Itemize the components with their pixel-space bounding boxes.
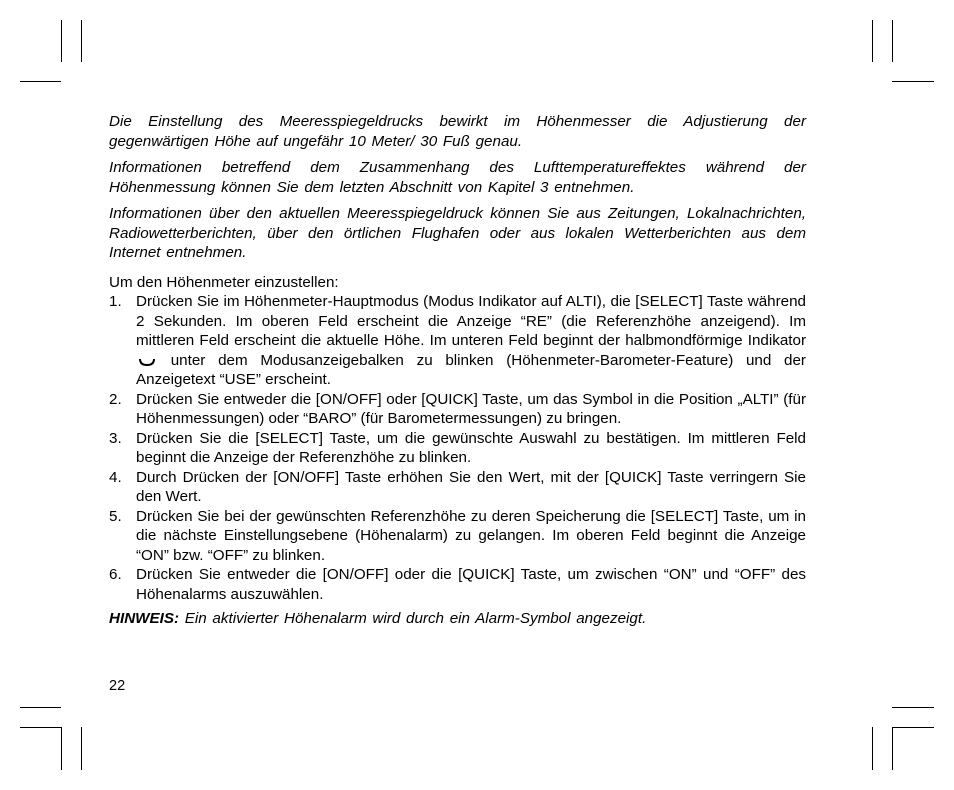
list-item (109, 468, 806, 507)
crop-mark (892, 707, 934, 708)
step-text: Drücken Sie die [SELECT] Taste, um die gewünschte Auswahl zu bestätigen. Im mittleren Feld beginnt die Anzeige der Referenzhöhe zu blinken. (136, 429, 806, 466)
crop-mark (81, 727, 82, 770)
crop-mark (61, 727, 62, 770)
crop-mark (872, 727, 873, 770)
page-number: 22 (109, 678, 126, 694)
instructions-intro: Um den Höhenmeter einzustellen: (109, 273, 339, 291)
crop-mark (892, 20, 893, 62)
step-number: 4. (109, 468, 122, 486)
list-item (109, 507, 806, 566)
step-text: Drücken Sie bei der gewünschten Referenzhöhe zu deren Speicherung die [SELECT] Taste, um in die nächste Einstellungsebene (Höhenalarm) zu gelangen. Im oberen Feld beginnt die Anzeige “ON” bzw. “OFF” zu blinken. (136, 507, 806, 564)
step-number: 6. (109, 566, 122, 583)
step-number: 1. (109, 293, 122, 310)
step-number: 3. (109, 429, 122, 447)
crop-mark (20, 727, 61, 728)
paragraph: Informationen über den aktuellen Meeresspiegeldruck können Sie aus Zeitungen, Lokalnachrichten, Radiowetterberichten, über den örtlichen Flughafen oder aus lokalen Wetterberichten aus dem Internet entnehmen. (109, 205, 806, 261)
paragraph: Die Einstellung des Meeresspiegeldrucks bewirkt im Höhenmesser die Adjustierung der gegenwärtigen Höhe auf ungefähr 10 Meter/ 30 Fuß genau. (109, 113, 806, 150)
step-number: 2. (109, 390, 122, 408)
step-text-part: unter dem Modusanzeigebalken zu blinken (Höhenmeter-Barometer-Feature) und der Anzeigetext “USE” erscheint. (136, 351, 806, 388)
step-text: Drücken Sie entweder die [ON/OFF] oder [QUICK] Taste, um das Symbol in die Position „ALTI” (für Höhenmessungen) oder “BARO” (für Barometermessungen) zu bringen. (136, 390, 806, 427)
note-text: Ein aktivierter Höhenalarm wird durch ein Alarm-Symbol angezeigt. (184, 610, 647, 627)
crop-mark (20, 81, 61, 82)
crop-mark (892, 81, 934, 82)
step-text: Durch Drücken der [ON/OFF] Taste erhöhen Sie den Wert, mit der [QUICK] Taste verringern Sie den Wert. (136, 468, 806, 505)
step-text (136, 292, 806, 390)
crop-mark (61, 20, 62, 62)
note (109, 609, 806, 629)
list-item (109, 292, 806, 390)
paragraph: Informationen betreffend dem Zusammenhang des Lufttemperatureffektes während der Höhenmessung können Sie dem letzten Abschnitt von Kapitel 3 entnehmen. (109, 159, 806, 196)
crop-mark (892, 727, 893, 770)
page-content (109, 112, 806, 629)
crop-mark (20, 707, 61, 708)
list-item (109, 390, 806, 429)
step-text-part: Drücken Sie im Höhenmeter-Hauptmodus (Modus Indikator auf ALTI), die [SELECT] Taste während 2 Sekunden. Im oberen Feld erscheint die Anzeige “RE” (die Referenzhöhe anzeigend). Im mittleren Feld erscheint die aktuelle Höhe. Im unteren Feld beginnt der halbmondförmige Indikator (136, 293, 806, 349)
steps-list (109, 292, 806, 604)
crop-mark (892, 727, 934, 728)
step-number: 5. (109, 507, 122, 525)
step-text: Drücken Sie entweder die [ON/OFF] oder die [QUICK] Taste, um zwischen “ON” und “OFF” des Höhenalarms auszuwählen. (136, 566, 806, 603)
note-label: HINWEIS: (109, 610, 180, 627)
list-item (109, 429, 806, 468)
list-item (109, 565, 806, 604)
crop-mark (872, 20, 873, 62)
crop-mark (81, 20, 82, 62)
crescent-indicator-icon (138, 357, 156, 367)
